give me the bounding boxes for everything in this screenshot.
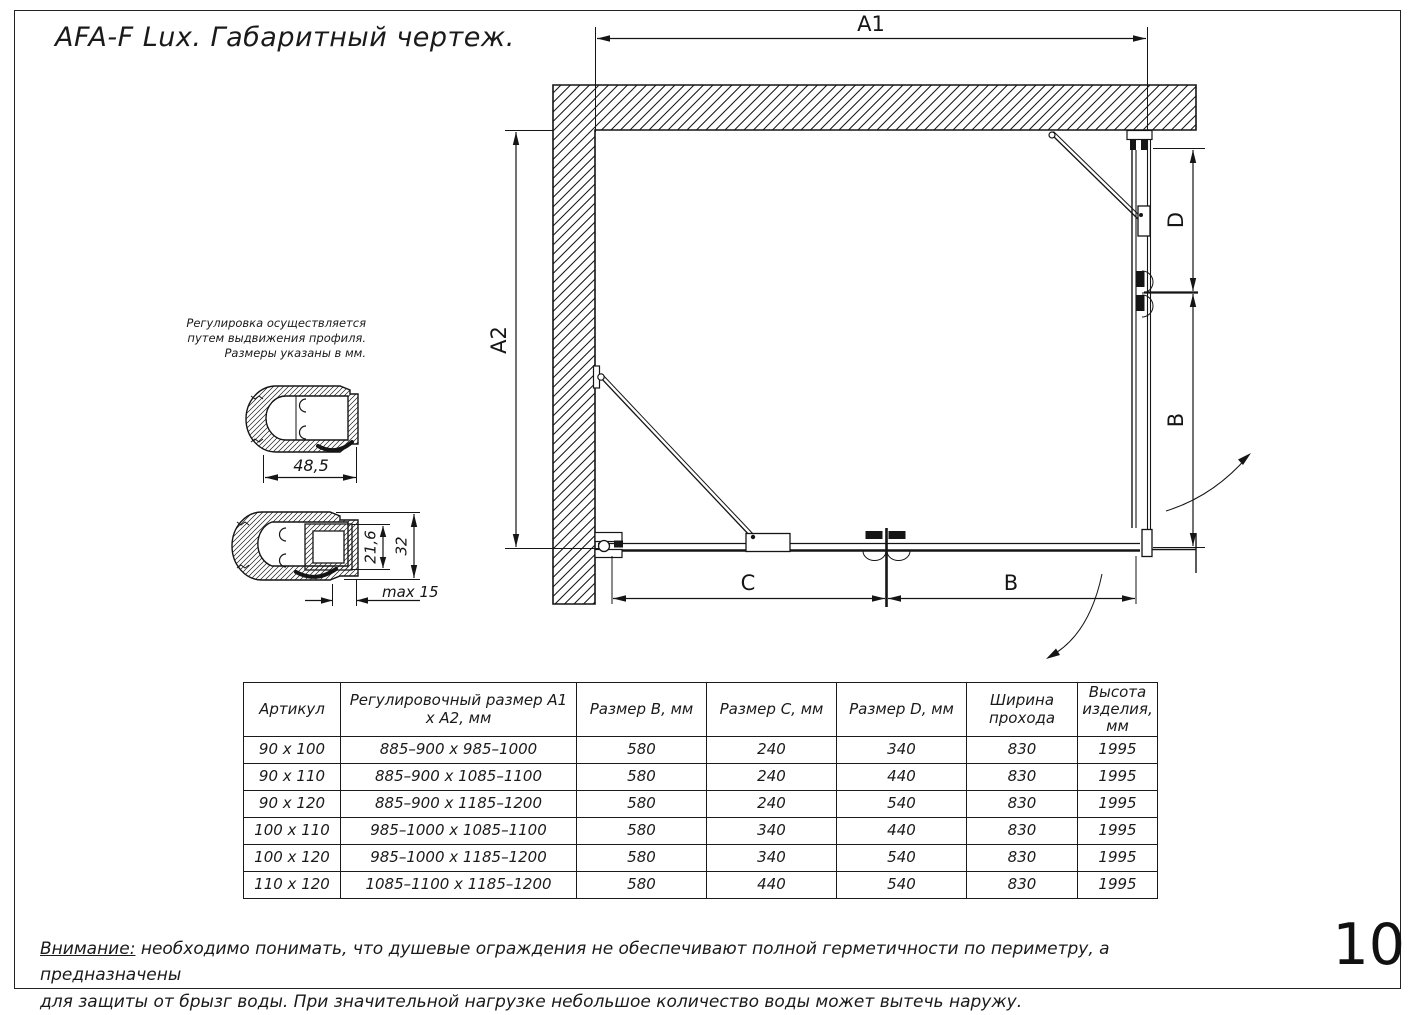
table-cell: 985–1000 x 1085–1100: [341, 818, 577, 845]
table-cell: 240: [707, 791, 837, 818]
col-header-height: Высота изделия, мм: [1078, 683, 1158, 737]
table-cell: 985–1000 x 1185–1200: [341, 845, 577, 872]
table-cell: 440: [837, 818, 967, 845]
wall-profile-joint: [595, 533, 623, 558]
table-cell: 240: [707, 764, 837, 791]
door-handle: [1137, 295, 1145, 311]
corner-joint: [1142, 530, 1196, 574]
table-cell: 440: [707, 872, 837, 899]
table-cell: 340: [707, 845, 837, 872]
dim-c: [612, 556, 885, 604]
table-cell: 540: [837, 791, 967, 818]
table-cell: 1995: [1078, 845, 1158, 872]
adjustment-note-line3: Размеры указаны в мм.: [224, 345, 366, 360]
table-cell: 90 x 110: [244, 764, 341, 791]
dim-profile-height-label: 32: [392, 536, 411, 556]
door-handle: [1137, 271, 1145, 287]
table-cell: 580: [577, 737, 707, 764]
size-table: [243, 682, 1158, 899]
table-cell: 440: [837, 764, 967, 791]
col-header-size-c: Размер C, мм: [707, 683, 837, 737]
col-header-passage: Ширина прохода: [967, 683, 1078, 737]
front-door-handle: [863, 528, 910, 607]
table-cell: 580: [577, 872, 707, 899]
page-title: AFA-F Lux. Габаритный чертеж.: [55, 22, 515, 53]
dim-d: [1153, 149, 1205, 292]
table-row: [244, 818, 1158, 845]
table-row: [244, 764, 1158, 791]
table-cell: 1995: [1078, 791, 1158, 818]
profile-section-upper: [246, 386, 358, 452]
dim-b-bottom-label: B: [1003, 571, 1019, 595]
table-cell: 830: [967, 737, 1078, 764]
dim-b-right-label: B: [1164, 412, 1188, 428]
col-header-size-b: Размер B, мм: [577, 683, 707, 737]
table-cell: 540: [837, 872, 967, 899]
dim-a2-label: A2: [487, 326, 511, 354]
table-cell: 580: [577, 845, 707, 872]
table-row: [244, 791, 1158, 818]
table-row: [244, 872, 1158, 899]
dim-profile-width-label: 48,5: [293, 456, 329, 475]
table-cell: 830: [967, 845, 1078, 872]
dim-profile-max-label: max 15: [382, 583, 439, 601]
dim-c-label: C: [740, 571, 756, 595]
table-cell: 110 x 120: [244, 872, 341, 899]
table-cell: 1085–1100 x 1185–1200: [341, 872, 577, 899]
table-cell: 340: [707, 818, 837, 845]
warning-note: [40, 936, 1170, 1015]
profile-section-lower: [232, 512, 358, 580]
table-cell: 580: [577, 791, 707, 818]
table-cell: 100 x 120: [244, 845, 341, 872]
front-glass-panel: [598, 544, 1140, 551]
warning-text-line2: для защиты от брызг воды. При значительной нагрузке небольшое количество воды может вытечь наружу.: [40, 991, 1023, 1012]
dim-profile-inner-label: 21,6: [361, 530, 380, 564]
dim-a1-label: A1: [857, 12, 885, 36]
table-row: [244, 845, 1158, 872]
table-cell: 830: [967, 791, 1078, 818]
dim-b-bottom: [888, 556, 1136, 604]
table-cell: 885–900 x 985–1000: [341, 737, 577, 764]
table-header-row: [244, 683, 1158, 737]
table-cell: 1995: [1078, 737, 1158, 764]
dim-profile-max: [305, 580, 439, 606]
table-cell: 540: [837, 845, 967, 872]
table-cell: 580: [577, 818, 707, 845]
table-cell: 830: [967, 872, 1078, 899]
table-cell: 830: [967, 764, 1078, 791]
table-cell: 1995: [1078, 818, 1158, 845]
table-cell: 1995: [1078, 764, 1158, 791]
table-cell: 340: [837, 737, 967, 764]
dim-d-label: D: [1164, 211, 1188, 229]
warning-label: Внимание:: [40, 939, 136, 959]
table-cell: 580: [577, 764, 707, 791]
table-cell: 1995: [1078, 872, 1158, 899]
col-header-article: Артикул: [244, 683, 341, 737]
table-row: [244, 737, 1158, 764]
side-door-panel: [1127, 131, 1198, 550]
dim-b-right: [1153, 294, 1205, 548]
col-header-adjust: Регулировочный размер A1 x A2, мм: [341, 683, 577, 737]
table-cell: 885–900 x 1085–1100: [341, 764, 577, 791]
table-cell: 90 x 120: [244, 791, 341, 818]
support-brace-left: [594, 366, 791, 552]
page-number: 10: [1332, 912, 1405, 978]
table-cell: 100 x 110: [244, 818, 341, 845]
table-cell: 240: [707, 737, 837, 764]
table-cell: 830: [967, 818, 1078, 845]
adjustment-note-line1: Регулировка осуществляется: [186, 316, 366, 330]
adjustment-note-line2: путем выдвижения профиля.: [187, 330, 366, 345]
warning-text-line1: необходимо понимать, что душевые ограждения не обеспечивают полной герметичности по периметру, а предназначены: [40, 939, 1110, 986]
table-cell: 90 x 100: [244, 737, 341, 764]
col-header-size-d: Размер D, мм: [837, 683, 967, 737]
wall-section: [553, 85, 1196, 604]
table-cell: 885–900 x 1185–1200: [341, 791, 577, 818]
